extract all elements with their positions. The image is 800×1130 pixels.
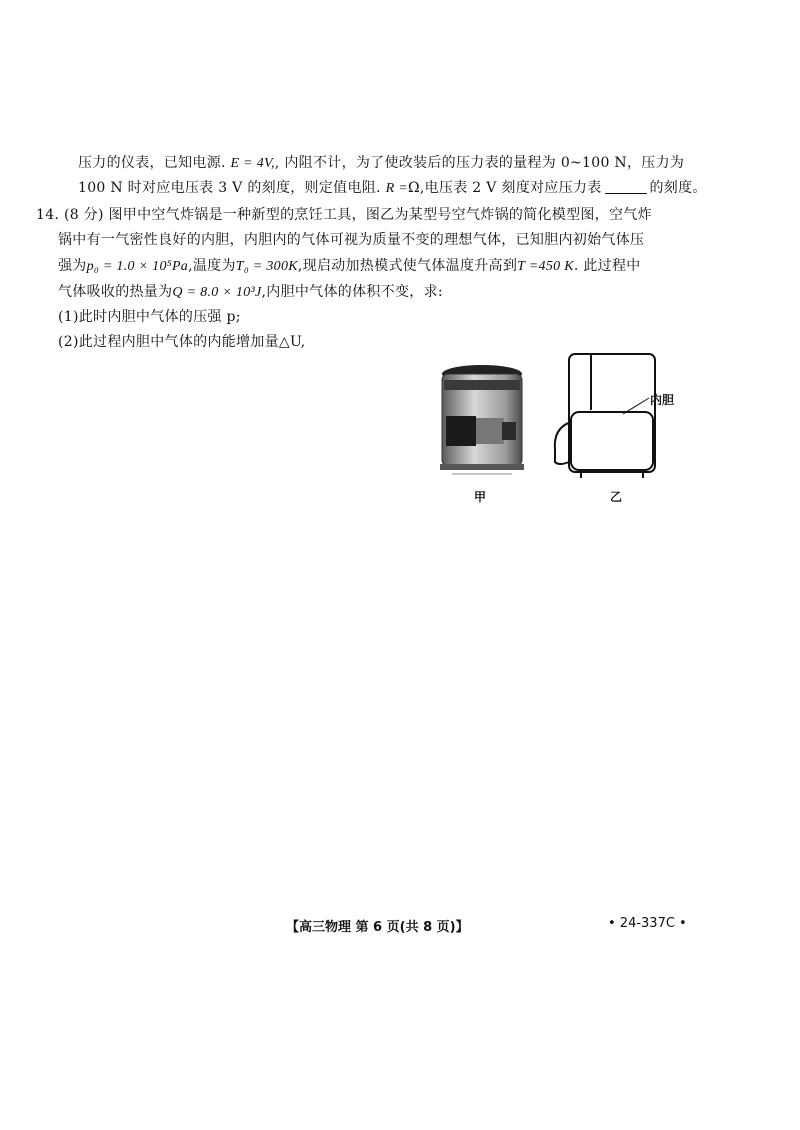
text: , 内阻不计，为了使改装后的压力表的量程为 0~100 N，压力为 (274, 155, 685, 171)
text: 锅中有一气密性良好的内胆，内胆内的气体可视为质量不变的理想气体，已知胆内初始气体压 (58, 232, 645, 248)
question-number: 14. (36, 207, 60, 223)
text-line-2 (78, 178, 707, 199)
math-resistance: R = (385, 181, 408, 196)
text: . 此过程中 (573, 258, 641, 274)
text-line-1 (78, 153, 684, 174)
caption-yi: 乙 (610, 490, 623, 504)
text: ,温度为 (188, 258, 236, 274)
text: (2)此过程内胆中气体的内能增加量△U, (58, 334, 306, 350)
air-fryer-photo (432, 360, 532, 480)
answer-blank (605, 179, 647, 194)
text: 的刻度。 (649, 180, 707, 196)
text: 气体吸收的热量为 (58, 284, 173, 300)
q14-line-4 (58, 282, 443, 303)
label-inner-pot: 内胆 (650, 393, 675, 407)
math-emf: E = 4V, (230, 156, 275, 171)
caption-jia: 甲 (474, 490, 487, 504)
math-q: Q = 8.0 × 10³J (172, 285, 262, 300)
q14-sub-2 (58, 332, 306, 352)
text: (8 分) 图甲中空气炸锅是一种新型的烹饪工具，图乙为某型号空气炸锅的简化模型图，空气炸 (63, 207, 652, 223)
q14-line-2 (58, 230, 644, 250)
q14-line-3 (58, 256, 641, 277)
exam-code: • 24-337C • (608, 916, 687, 931)
q14-sub-1 (58, 307, 241, 327)
text: (1)此时内胆中气体的压强 p; (58, 309, 241, 325)
math-t: T =450 K (517, 259, 574, 274)
text: ,内胆中气体的体积不变，求: (261, 284, 443, 300)
q14-line-1 (36, 205, 652, 225)
page-footer: 【高三物理 第 6 页(共 8 页)】 (286, 920, 469, 935)
text: Ω,电压表 2 V 刻度对应压力表 (407, 180, 602, 196)
math-p0: p₀ = 1.0 × 10⁵Pa (86, 259, 189, 274)
air-fryer-model-diagram (545, 350, 685, 485)
text: 强为 (58, 258, 87, 274)
text: 压力的仪表，已知电源. (78, 155, 226, 171)
text: 100 N 时对应电压表 3 V 的刻度，则定值电阻. (78, 180, 381, 196)
math-t0: T₀ = 300K (235, 259, 298, 274)
text: ,现启动加热模式使气体温度升高到 (297, 258, 518, 274)
